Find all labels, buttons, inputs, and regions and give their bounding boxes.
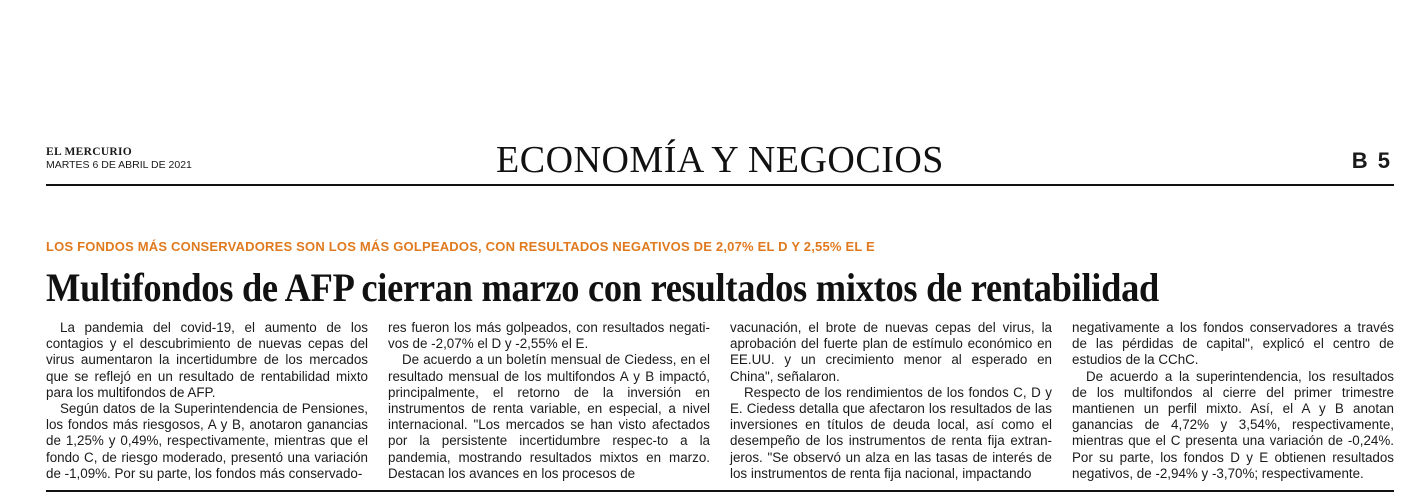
paragraph: negativamente a los fondos conservadores a través de las pérdidas de capital", explicó el centro de estudios de la CChC. [1072,320,1394,368]
paragraph: La pandemia del covid-19, el aumento de los contagios y el descubrimiento de nuevas cepas del virus aumentaron la incertidumbre de los mercados que se reflejó en un resultado de rentabilidad mixto para los multifondos de AFP. [46,320,368,400]
text-column-2 [388,320,710,482]
issue-date: MARTES 6 DE ABRIL DE 2021 [46,159,192,171]
text-column-3 [730,320,1052,482]
paragraph: De acuerdo a la superintendencia, los resultados de los multifondos al cierre del primer trimestre mantienen un perfil mixto. Así, el A y B anotan ganancias de 4,72% y 3,54%, respectivamente, mientras que el C presenta una variación de -0,24%. Por su parte, los fondos D y E obtienen resultados negativos, de -2,94% y -3,70%; respectivamente. [1072,368,1394,481]
newspaper-name: EL MERCURIO [46,146,133,158]
paragraph: res fueron los más golpeados, con resultados negati-vos de -2,07% el D y -2,55% el E. [388,320,710,352]
paragraph: vacunación, el brote de nuevas cepas del virus, la aprobación del fuerte plan de estímulo económico en EE.UU. y un crecimiento menor al esperado en China", señalaron. [730,320,1052,384]
article-kicker: LOS FONDOS MÁS CONSERVADORES SON LOS MÁS GOLPEADOS, CON RESULTADOS NEGATIVOS DE 2,07% EL D Y 2,55% EL E [46,239,875,254]
paragraph: De acuerdo a un boletín mensual de Ciedess, en el resultado mensual de los multifondos A y B impactó, principalmente, el retorno de la inversión en instrumentos de renta variable, en especial, a nivel internacional. "Los mercados se han visto afectados por la persistente incertidumbre respec-to a la pandemia, mostrando resultados mixtos en marzo. Destacan los avances en los procesos de [388,352,710,481]
footer-rule [46,490,1394,492]
header-rule [46,184,1394,186]
text-column-1 [46,320,368,482]
section-title: ECONOMÍA Y NEGOCIOS [496,139,944,181]
article-body [46,320,1394,486]
paragraph: Respecto de los rendimientos de los fondos C, D y E. Ciedess detalla que afectaron los resultados de las inversiones en títulos de deuda local, así como el desempeño de los instrumentos de renta fija extran-jeros. "Se observó un alza en las tasas de interés de los instrumentos de renta fija nacional, impactando [730,384,1052,481]
paragraph: Según datos de la Superintendencia de Pensiones, los fondos más riesgosos, A y B, anotaron ganancias de 1,25% y 0,49%, respectivamente, mientras que el fondo C, de riesgo moderado, presentó una variación de -1,09%. Por su parte, los fondos más conservado- [46,401,368,481]
text-column-4 [1072,320,1394,482]
page-number: B 5 [1351,148,1392,173]
article-headline: Multifondos de AFP cierran marzo con resultados mixtos de rentabilidad [46,265,1160,310]
